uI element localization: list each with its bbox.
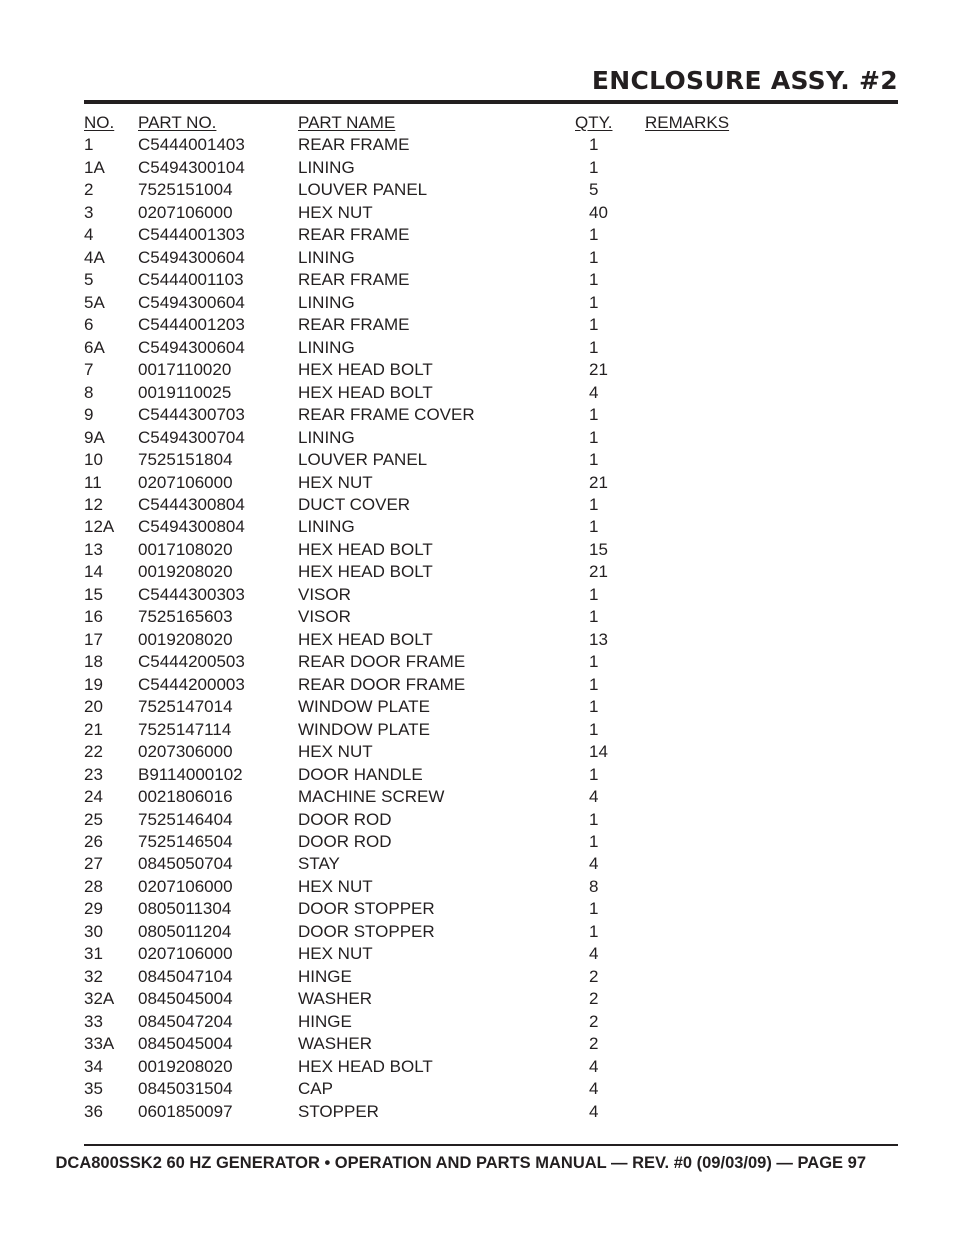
cell-no: 9A bbox=[84, 427, 105, 447]
cell-no: 34 bbox=[84, 1056, 103, 1076]
cell-part-no: C5444200003 bbox=[138, 674, 245, 694]
cell-part-no: 7525151004 bbox=[138, 180, 233, 200]
cell-part-no: 7525146504 bbox=[138, 832, 233, 851]
cell-part-no: C5444300804 bbox=[138, 494, 245, 514]
cell-part-name: LINING bbox=[298, 337, 355, 357]
cell-part-name: HEX HEAD BOLT bbox=[298, 360, 433, 380]
cell-no: 10 bbox=[84, 450, 103, 470]
cell-qty: 1 bbox=[589, 494, 599, 514]
cell-part-no: 0019110025 bbox=[138, 382, 232, 402]
table-row bbox=[84, 404, 898, 426]
table-row bbox=[84, 1078, 898, 1100]
cell-part-no: C5444300703 bbox=[138, 405, 245, 425]
cell-part-name: MACHINE SCREW bbox=[298, 787, 445, 807]
cell-no: 12A bbox=[84, 517, 115, 537]
cell-qty: 1 bbox=[589, 135, 599, 155]
cell-part-no: C5444300303 bbox=[138, 584, 245, 604]
cell-qty: 21 bbox=[589, 472, 608, 492]
cell-no: 12 bbox=[84, 494, 103, 514]
cell-qty: 1 bbox=[589, 832, 599, 851]
cell-part-no: C5494300804 bbox=[138, 517, 245, 537]
table-row bbox=[84, 269, 898, 291]
cell-part-name: REAR FRAME bbox=[298, 225, 410, 245]
cell-part-name: HEX NUT bbox=[298, 876, 373, 896]
cell-qty: 4 bbox=[589, 854, 599, 874]
cell-no: 13 bbox=[84, 539, 103, 559]
cell-no: 24 bbox=[84, 787, 103, 807]
cell-part-name: CAP bbox=[298, 1079, 333, 1099]
cell-part-name: DOOR STOPPER bbox=[298, 899, 435, 919]
table-row bbox=[84, 674, 898, 696]
cell-qty: 1 bbox=[589, 157, 599, 177]
table-row bbox=[84, 831, 898, 853]
table-row bbox=[84, 943, 898, 965]
parts-table bbox=[84, 112, 898, 1123]
cell-no: 7 bbox=[84, 360, 94, 380]
cell-part-name: DOOR HANDLE bbox=[298, 764, 423, 784]
cell-no: 28 bbox=[84, 876, 103, 896]
cell-part-name: STOPPER bbox=[298, 1101, 379, 1121]
cell-qty: 2 bbox=[589, 989, 599, 1009]
table-row bbox=[84, 1011, 898, 1033]
cell-part-no: 0845031504 bbox=[138, 1079, 233, 1099]
column-header-qty: QTY. bbox=[575, 113, 613, 132]
cell-no: 33A bbox=[84, 1034, 115, 1054]
table-row bbox=[84, 966, 898, 988]
cell-part-no: 0021806016 bbox=[138, 787, 233, 807]
cell-part-name: WASHER bbox=[298, 1034, 372, 1054]
cell-part-name: HEX NUT bbox=[298, 944, 373, 964]
table-row bbox=[84, 224, 898, 246]
cell-no: 6A bbox=[84, 337, 105, 357]
cell-part-name: LOUVER PANEL bbox=[298, 450, 428, 470]
table-row bbox=[84, 427, 898, 449]
table-row bbox=[84, 606, 898, 628]
cell-no: 35 bbox=[84, 1079, 103, 1099]
cell-no: 15 bbox=[84, 584, 103, 604]
table-row bbox=[84, 179, 898, 201]
cell-part-name: HEX NUT bbox=[298, 202, 373, 222]
cell-no: 32 bbox=[84, 966, 103, 986]
cell-part-no: 7525151804 bbox=[138, 450, 233, 470]
cell-part-name: HEX HEAD BOLT bbox=[298, 382, 433, 402]
cell-no: 20 bbox=[84, 697, 103, 717]
table-body bbox=[84, 134, 898, 1123]
cell-qty: 14 bbox=[589, 742, 608, 762]
cell-part-no: 7525165603 bbox=[138, 607, 233, 627]
cell-qty: 1 bbox=[589, 584, 599, 604]
table-row bbox=[84, 1056, 898, 1078]
cell-qty: 1 bbox=[589, 315, 599, 335]
cell-part-no: C5444001103 bbox=[138, 270, 244, 290]
cell-part-name: REAR FRAME COVER bbox=[298, 405, 475, 425]
table-row bbox=[84, 988, 898, 1010]
cell-no: 1 bbox=[84, 135, 94, 155]
column-header-part-name: PART NAME bbox=[298, 113, 396, 132]
cell-no: 14 bbox=[84, 562, 103, 582]
cell-no: 6 bbox=[84, 315, 94, 335]
cell-qty: 21 bbox=[589, 360, 608, 380]
cell-qty: 1 bbox=[589, 517, 599, 537]
title-rule bbox=[84, 100, 898, 104]
table-row bbox=[84, 651, 898, 673]
cell-part-name: LINING bbox=[298, 517, 355, 537]
column-header-no: NO. bbox=[84, 113, 115, 132]
cell-no: 18 bbox=[84, 652, 103, 672]
cell-part-name: HEX HEAD BOLT bbox=[298, 629, 433, 649]
cell-qty: 8 bbox=[589, 876, 599, 896]
cell-no: 16 bbox=[84, 607, 103, 627]
cell-part-no: 0805011204 bbox=[138, 921, 232, 941]
cell-part-name: VISOR bbox=[298, 607, 351, 627]
cell-part-no: 0207106000 bbox=[138, 944, 233, 964]
cell-part-no: C5494300104 bbox=[138, 157, 245, 177]
cell-qty: 15 bbox=[589, 539, 608, 559]
cell-part-name: REAR FRAME bbox=[298, 135, 410, 155]
table-row bbox=[84, 337, 898, 359]
cell-no: 3 bbox=[84, 202, 94, 222]
table-row bbox=[84, 1033, 898, 1055]
cell-part-name: REAR FRAME bbox=[298, 270, 410, 290]
cell-part-no: C5444200503 bbox=[138, 652, 245, 672]
cell-part-name: HEX HEAD BOLT bbox=[298, 562, 433, 582]
cell-part-name: REAR FRAME bbox=[298, 315, 410, 335]
cell-qty: 1 bbox=[589, 899, 599, 919]
cell-no: 17 bbox=[84, 629, 103, 649]
cell-qty: 13 bbox=[589, 629, 608, 649]
cell-qty: 1 bbox=[589, 450, 599, 470]
cell-qty: 4 bbox=[589, 1079, 599, 1099]
cell-part-no: 7525147014 bbox=[138, 697, 233, 717]
cell-qty: 2 bbox=[589, 1034, 599, 1054]
cell-qty: 1 bbox=[589, 652, 599, 672]
cell-qty: 1 bbox=[589, 764, 599, 784]
cell-qty: 1 bbox=[589, 405, 599, 425]
cell-qty: 1 bbox=[589, 270, 599, 290]
cell-part-name: WASHER bbox=[298, 989, 372, 1009]
cell-no: 21 bbox=[84, 719, 103, 739]
cell-qty: 1 bbox=[589, 427, 599, 447]
cell-part-name: LINING bbox=[298, 292, 355, 312]
cell-part-no: 0845045004 bbox=[138, 1034, 233, 1054]
table-row bbox=[84, 921, 898, 943]
cell-part-no: C5444001203 bbox=[138, 315, 245, 335]
cell-part-name: DOOR ROD bbox=[298, 832, 392, 851]
table-row bbox=[84, 359, 898, 381]
cell-part-name: LINING bbox=[298, 157, 355, 177]
column-header-remarks: REMARKS bbox=[645, 113, 730, 132]
cell-qty: 1 bbox=[589, 719, 599, 739]
column-header-part-no: PART NO. bbox=[138, 113, 217, 132]
table-row bbox=[84, 876, 898, 898]
table-row bbox=[84, 314, 898, 336]
table-row bbox=[84, 202, 898, 224]
table-row bbox=[84, 696, 898, 718]
cell-no: 32A bbox=[84, 989, 115, 1009]
cell-no: 4A bbox=[84, 247, 105, 267]
cell-part-no: 0207106000 bbox=[138, 876, 233, 896]
cell-part-name: DOOR STOPPER bbox=[298, 921, 435, 941]
table-row bbox=[84, 719, 898, 741]
cell-no: 19 bbox=[84, 674, 103, 694]
table-row bbox=[84, 157, 898, 179]
cell-part-no: 0207106000 bbox=[138, 202, 233, 222]
cell-qty: 4 bbox=[589, 1101, 599, 1121]
cell-no: 23 bbox=[84, 764, 103, 784]
cell-part-name: STAY bbox=[298, 854, 340, 874]
cell-part-no: C5444001303 bbox=[138, 225, 245, 245]
cell-no: 30 bbox=[84, 921, 103, 941]
cell-qty: 1 bbox=[589, 607, 599, 627]
cell-part-no: 0019208020 bbox=[138, 1056, 233, 1076]
cell-qty: 1 bbox=[589, 292, 599, 312]
cell-no: 26 bbox=[84, 832, 103, 851]
cell-part-name: WINDOW PLATE bbox=[298, 719, 430, 739]
cell-part-no: 0601850097 bbox=[138, 1101, 233, 1121]
cell-qty: 21 bbox=[589, 562, 608, 582]
cell-qty: 5 bbox=[589, 180, 599, 200]
cell-no: 5 bbox=[84, 270, 94, 290]
cell-no: 4 bbox=[84, 225, 94, 245]
cell-part-no: 7525146404 bbox=[138, 809, 233, 829]
cell-part-no: 0805011304 bbox=[138, 899, 232, 919]
cell-qty: 4 bbox=[589, 382, 599, 402]
table-row bbox=[84, 247, 898, 269]
cell-no: 5A bbox=[84, 292, 105, 312]
cell-part-name: HEX NUT bbox=[298, 472, 373, 492]
cell-part-no: 0019208020 bbox=[138, 562, 233, 582]
cell-part-no: 7525147114 bbox=[138, 719, 232, 739]
cell-part-name: REAR DOOR FRAME bbox=[298, 674, 466, 694]
cell-part-no: 0845047204 bbox=[138, 1011, 233, 1031]
cell-qty: 4 bbox=[589, 1056, 599, 1076]
cell-no: 22 bbox=[84, 742, 103, 762]
cell-part-no: C5494300604 bbox=[138, 337, 245, 357]
cell-part-no: 0017110020 bbox=[138, 360, 232, 380]
table-row bbox=[84, 1101, 898, 1123]
cell-part-no: 0845045004 bbox=[138, 989, 233, 1009]
table-row bbox=[84, 898, 898, 920]
cell-no: 1A bbox=[84, 157, 105, 177]
cell-part-name: VISOR bbox=[298, 584, 351, 604]
cell-qty: 1 bbox=[589, 247, 599, 267]
cell-part-name: DOOR ROD bbox=[298, 809, 392, 829]
table-row bbox=[84, 561, 898, 583]
cell-part-name: LOUVER PANEL bbox=[298, 180, 428, 200]
cell-part-no: C5494300604 bbox=[138, 247, 245, 267]
cell-qty: 1 bbox=[589, 921, 599, 941]
cell-qty: 4 bbox=[589, 944, 599, 964]
table-row bbox=[84, 292, 898, 314]
table-row bbox=[84, 472, 898, 494]
cell-qty: 40 bbox=[589, 202, 608, 222]
cell-part-no: B9114000102 bbox=[138, 764, 243, 784]
cell-qty: 1 bbox=[589, 225, 599, 245]
cell-qty: 4 bbox=[589, 787, 599, 807]
cell-qty: 2 bbox=[589, 1011, 599, 1031]
cell-part-no: C5494300604 bbox=[138, 292, 245, 312]
cell-part-name: LINING bbox=[298, 247, 355, 267]
cell-part-name: DUCT COVER bbox=[298, 494, 411, 514]
table-row bbox=[84, 629, 898, 651]
cell-qty: 1 bbox=[589, 809, 599, 829]
cell-part-name: HINGE bbox=[298, 1011, 352, 1031]
cell-qty: 1 bbox=[589, 697, 599, 717]
cell-part-name: HEX HEAD BOLT bbox=[298, 539, 433, 559]
page-title: ENCLOSURE ASSY. #2 bbox=[591, 66, 898, 95]
cell-qty: 1 bbox=[589, 674, 599, 694]
cell-part-no: 0207106000 bbox=[138, 472, 233, 492]
cell-part-no: 0019208020 bbox=[138, 629, 233, 649]
table-header bbox=[84, 112, 898, 134]
cell-qty: 1 bbox=[589, 337, 599, 357]
cell-no: 27 bbox=[84, 854, 103, 874]
table-row bbox=[84, 786, 898, 808]
cell-no: 11 bbox=[84, 472, 102, 492]
cell-part-no: C5444001403 bbox=[138, 135, 245, 155]
cell-part-name: REAR DOOR FRAME bbox=[298, 652, 466, 672]
cell-part-no: 0845047104 bbox=[138, 966, 233, 986]
cell-part-no: 0207306000 bbox=[138, 742, 233, 762]
cell-no: 2 bbox=[84, 180, 94, 200]
table-row bbox=[84, 539, 898, 561]
cell-no: 25 bbox=[84, 809, 103, 829]
table-row bbox=[84, 764, 898, 786]
table-row bbox=[84, 584, 898, 606]
cell-qty: 2 bbox=[589, 966, 599, 986]
cell-no: 29 bbox=[84, 899, 103, 919]
cell-no: 31 bbox=[84, 944, 103, 964]
table-row bbox=[84, 382, 898, 404]
cell-part-no: 0017108020 bbox=[138, 539, 233, 559]
cell-part-no: C5494300704 bbox=[138, 427, 245, 447]
table-row bbox=[84, 809, 898, 831]
cell-no: 8 bbox=[84, 382, 94, 402]
cell-part-name: HEX NUT bbox=[298, 742, 373, 762]
footer-rule bbox=[84, 1144, 898, 1146]
cell-part-name: HINGE bbox=[298, 966, 352, 986]
cell-no: 9 bbox=[84, 405, 94, 425]
table-row bbox=[84, 853, 898, 875]
table-row bbox=[84, 741, 898, 763]
table-row bbox=[84, 494, 898, 516]
cell-no: 33 bbox=[84, 1011, 103, 1031]
cell-part-name: WINDOW PLATE bbox=[298, 697, 430, 717]
cell-part-name: LINING bbox=[298, 427, 355, 447]
table-row bbox=[84, 449, 898, 471]
cell-part-no: 0845050704 bbox=[138, 854, 233, 874]
table-row bbox=[84, 134, 898, 156]
cell-part-name: HEX HEAD BOLT bbox=[298, 1056, 433, 1076]
table-row bbox=[84, 516, 898, 538]
page-footer: DCA800SSK2 60 HZ GENERATOR • OPERATION AND PARTS MANUAL — REV. #0 (09/03/09) — PAGE 97 bbox=[55, 1154, 866, 1172]
cell-no: 36 bbox=[84, 1101, 103, 1121]
